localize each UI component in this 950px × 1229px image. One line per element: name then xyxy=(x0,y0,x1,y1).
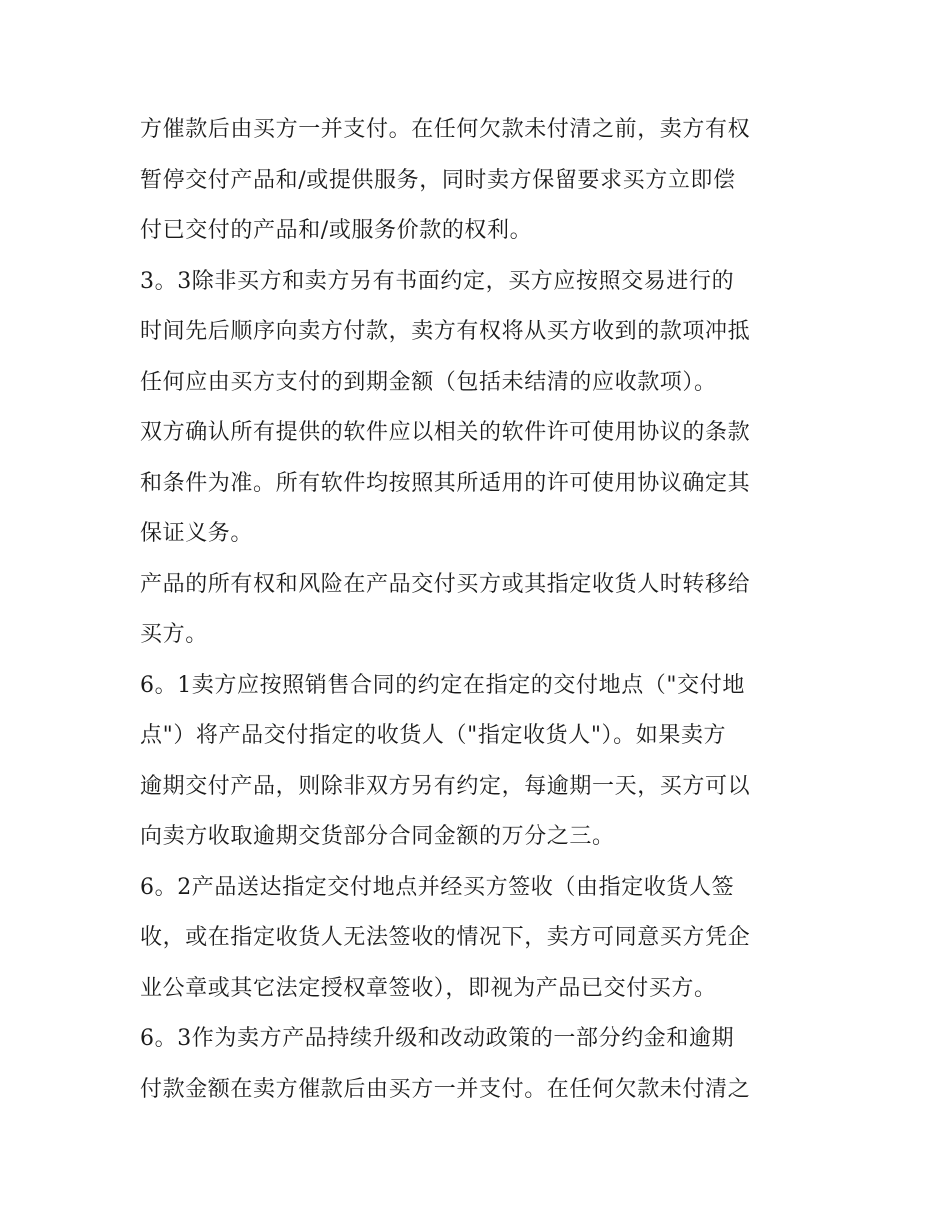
text-line: 6。2产品送达指定交付地点并经买方签收（由指定收货人签 xyxy=(140,874,735,900)
document-page xyxy=(140,105,830,1115)
text-line: 任何应由买方支付的到期金额（包括未结清的应收款项）。 xyxy=(140,369,717,395)
text-line: 6。3作为卖方产品持续升级和改动政策的一部分约金和逾期 xyxy=(140,1026,735,1051)
text-line: 逾期交付产品，则除非双方另有约定，每逾期一天，买方可以 xyxy=(140,773,751,799)
text-line: 付已交付的产品和/或服务价款的权利。 xyxy=(140,218,533,243)
text-line: 暂停交付产品和/或提供服务，同时卖方保留要求买方立即偿 xyxy=(140,167,736,193)
text-line: 保证义务。 xyxy=(140,521,254,546)
text-line: 产品的所有权和风险在产品交付买方或其指定收货人时转移给 xyxy=(140,571,751,597)
text-line: 付款金额在卖方催款后由买方一并支付。在任何欠款未付清之 xyxy=(140,1076,751,1102)
text-line: 点"）将产品交付指定的收货人（"指定收货人"）。如果卖方 xyxy=(140,723,727,748)
text-line: 收，或在指定收货人无法签收的情况下，卖方可同意买方凭企 xyxy=(140,925,751,950)
text-line: 方催款后由买方一并支付。在任何欠款未付清之前，卖方有权 xyxy=(140,117,751,142)
text-line: 双方确认所有提供的软件应以相关的软件许可使用协议的条款 xyxy=(140,420,751,445)
text-line: 6。1卖方应按照销售合同的约定在指定的交付地点（"交付地 xyxy=(140,672,745,698)
text-line: 买方。 xyxy=(140,622,208,647)
text-line: 业公章或其它法定授权章签收），即视为产品已交付买方。 xyxy=(140,975,717,1001)
text-line: 和条件为准。所有软件均按照其所适用的许可使用协议确定其 xyxy=(140,470,751,496)
text-line: 向卖方收取逾期交货部分合同金额的万分之三。 xyxy=(140,824,615,849)
text-line: 时间先后顺序向卖方付款，卖方有权将从买方收到的款项冲抵 xyxy=(140,319,751,344)
text-line: 3。3除非买方和卖方另有书面约定，买方应按照交易进行的 xyxy=(140,268,735,294)
